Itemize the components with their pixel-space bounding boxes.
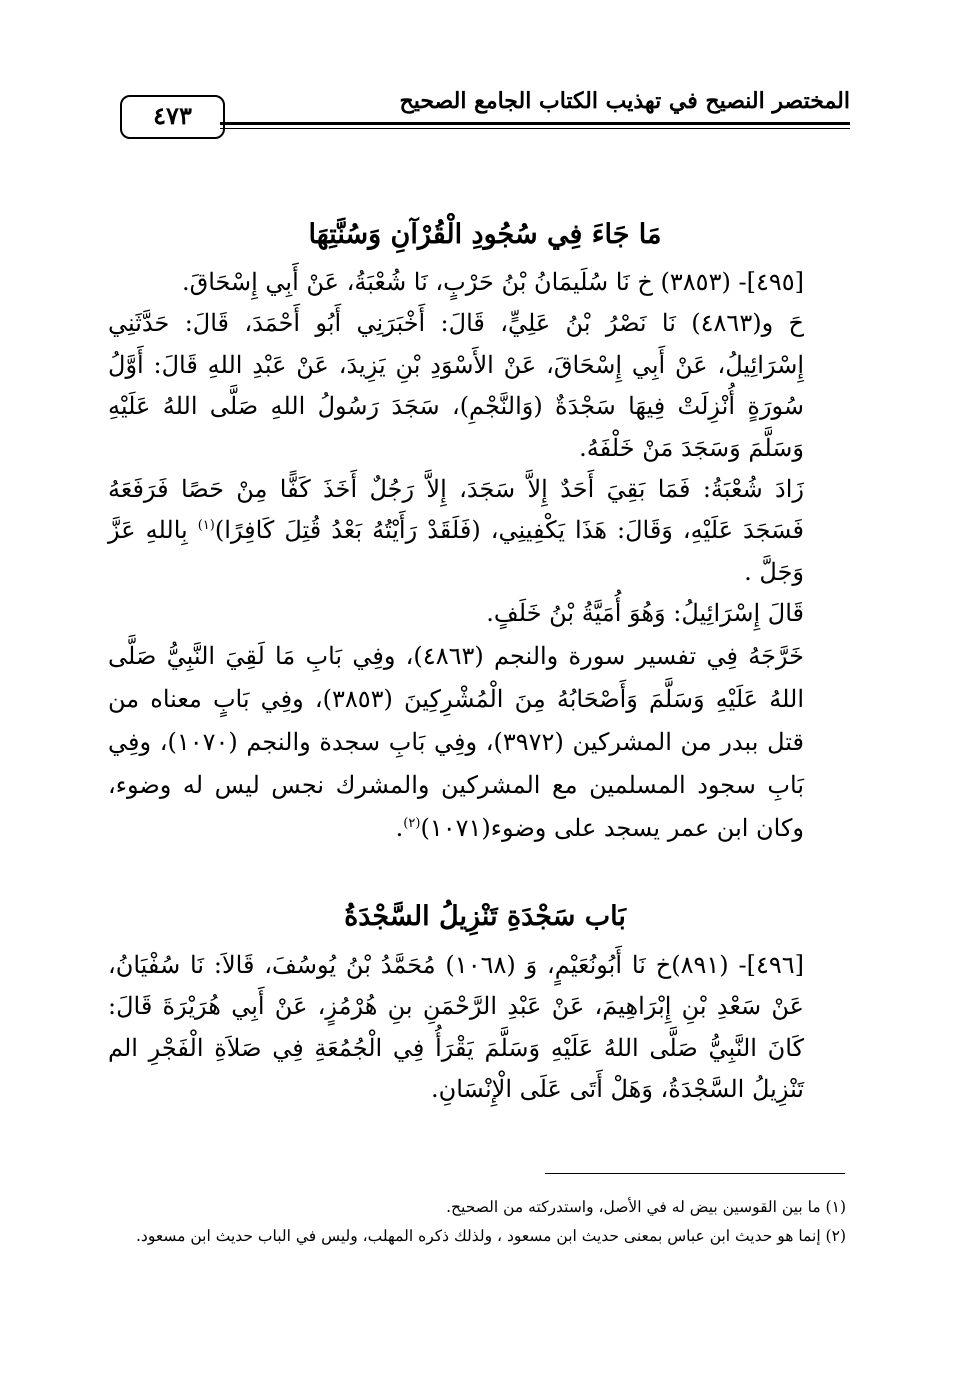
footnote-separator: [545, 1173, 845, 1174]
section-heading-2: بَاب سَجْدَةِ تَنْزِيلُ السَّجْدَةُ: [344, 901, 626, 932]
page-header: [120, 80, 850, 150]
hadith-number: [٤٩٥]-: [738, 268, 804, 296]
section-heading-1: مَا جَاءَ فِي سُجُودِ الْقُرْآنِ وَسُنَّتِهَا: [308, 219, 662, 250]
header-rule-thick: [220, 122, 850, 125]
paragraph-text: زَادَ شُعْبَةُ: فَمَا بَقِيَ أَحَدٌ إِلاَّ سَجَدَ، إِلاَّ رَجُلٌ أَخَذَ كَفًّا مِنْ حَصًا فَرَفَعَهُ فَسَجَدَ عَلَيْهِ، وَقَالَ: هَذَا يَكْفِينِي، (فَلَقَدْ رَأَيْتُهُ بَعْدُ قُتِلَ كَافِرًا): [108, 475, 805, 545]
paragraph-text: بِاللهِ عَزَّ وَجَلَّ .: [108, 516, 804, 586]
paragraph-israil: قَالَ إِسْرَائِيلُ: وَهُوَ أُمَيَّةُ بْنُ خَلَفٍ.: [486, 599, 804, 628]
paragraph-text: (٣٨٥٣) خ نَا سُلَيمَانُ بْنُ حَرْبٍ، نَا شُعْبَةُ، عَنْ أَبِي إِسْحَاقَ.: [181, 268, 731, 296]
paragraph-hadith-496: [108, 945, 846, 1111]
footnote-mark-1: (١): [197, 518, 215, 534]
section-body-1: [108, 262, 846, 850]
running-title: المختصر النصيح في تهذيب الكتاب الجامع الصحيح: [399, 88, 850, 114]
page-number: ٤٧٣: [120, 95, 225, 139]
header-rule-thin: [220, 128, 850, 129]
paragraph-text: (٨٩١)خ نَا أَبُونُعَيْمٍ، وَ (١٠٦٨) مُحَمَّدُ بْنُ يُوسُفَ، قَالاَ: نَا سُفْيَانُ، عَنْ سَعْدِ بْنِ إِبْرَاهِيمَ، عَنْ عَبْدِ الرَّحْمَنِ بنِ هُرْمُزٍ، عَنْ أَبِي هُرَيْرَةَ قَالَ: كَانَ النَّبِيُّ صَلَّى اللهُ عَلَيْهِ وَسَلَّمَ يَقْرَأُ فِي الْجُمُعَةِ فِي صَلاَةِ الْفَجْرِ الم تَنْزِيلُ السَّجْدَةُ، وَهَلْ أَتَى عَلَى الْإِنْسَانِ.: [108, 951, 804, 1104]
footnote-mark-2: (٢): [403, 815, 421, 831]
paragraph-takhrij: [108, 635, 846, 850]
hadith-number: [٤٩٦]-: [738, 951, 804, 979]
footnote-2: (٢) إنما هو حديث ابن عباس بمعنى حديث ابن مسعود ، ولذلك ذكره المهلب، وليس في الباب حديث ابن مسعود.: [136, 1227, 846, 1245]
paragraph-isnad-2: حَ و(٤٨٦٣) نَا نَصْرُ بْنُ عَلِيٍّ، قَالَ: أَخْبَرَنِي أَبُو أَحْمَدَ، قَالَ: حَدَّثَنِي إِسْرَائِيلُ، عَنْ أَبِي إِسْحَاقَ، عَنْ الأَسْوَدِ بْنِ يَزِيدَ، عَنْ عَبْدِ اللهِ قَالَ: أَوَّلُ سُورَةٍ أُنْزِلَتْ فِيهَا سَجْدَةٌ (وَالنَّجْمِ)، سَجَدَ رَسُولُ اللهِ صَلَّى اللهُ عَلَيْهِ وَسَلَّمَ وَسَجَدَ مَنْ خَلْفَهُ.: [108, 309, 804, 462]
paragraph-text: .: [395, 813, 404, 842]
section-body-2: [108, 945, 846, 1111]
paragraph-addition: [108, 469, 846, 593]
paragraph-isnad-1: [108, 262, 846, 303]
footnotes: [108, 1193, 846, 1251]
footnote-1: (١) ما بين القوسين بيض له في الأصل، واستدركته من الصحيح.: [446, 1198, 846, 1216]
paragraph-text: خَرَّجَهُ فِي تفسير سورة والنجم (٤٨٦٣)، وفِي بَابِ مَا لَقِيَ النَّبِيُّ صَلَّى اللهُ عَلَيْهِ وَسَلَّمَ وَأَصْحَابُهُ مِنَ الْمُشْرِكِينَ (٣٨٥٣)، وفِي بَابٍ معناه من قتل ببدر من المشركين (٣٩٧٢)، وفِي بَابِ سجدة والنجم (١٠٧٠)، وفِي بَابِ سجود المسلمين مع المشركين والمشرك نجس ليس له وضوء، وكان ابن عمر يسجد على وضوء(١٠٧١): [108, 641, 805, 842]
